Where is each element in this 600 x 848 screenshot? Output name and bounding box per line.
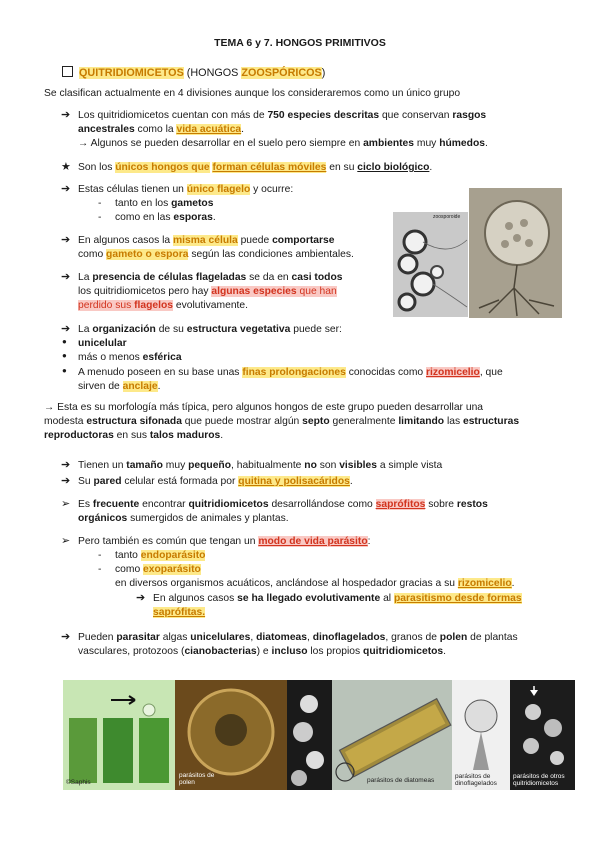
chytrid-label: parásitos de otros quitridiomicetos — [513, 773, 565, 787]
arrow-icon: ➔ — [61, 109, 71, 121]
intro-text: Se clasifican actualmente en 4 divisiones aunque los consideraremos como un único grupo — [44, 88, 461, 99]
p7-line: Tienen un tamaño muy pequeño, habitualmente no son visibles a simple vista — [78, 460, 443, 471]
zoospore-micrograph — [393, 212, 468, 317]
arrow-icon: ➔ — [61, 271, 71, 283]
p10-line6: saprófitas. — [153, 607, 206, 618]
p10-dash1: - — [98, 550, 102, 561]
bullet-icon: ● — [62, 366, 67, 375]
section-zoosporicos: ZOOSPÓRICOS — [241, 67, 322, 79]
arrow-icon: ➔ — [136, 592, 146, 604]
arrow-icon: ➔ — [61, 234, 71, 246]
b3-line2: sirven de anclaje. — [78, 381, 161, 392]
page-title: TEMA 6 y 7. HONGOS PRIMITIVOS — [214, 37, 386, 49]
sporangium-micrograph — [469, 188, 562, 318]
bullet-icon: ● — [62, 351, 67, 360]
p5-line1: La presencia de células flageladas se da en casi todos — [78, 272, 343, 283]
p11-line2: vasculares, protozoos (cianobacterias) e incluso los propios quitridiomicetos. — [78, 646, 447, 657]
credit-label: ©Saphis — [66, 779, 91, 786]
triangle-arrow-icon: ➢ — [61, 535, 71, 547]
p10-line5: En algunos casos se ha llegado evolutivamente al parasitismo desde formas — [153, 593, 522, 604]
micrograph-strip — [63, 680, 575, 790]
zoospore-illustration — [393, 212, 468, 317]
p1-line3: → Algunos se pueden desarrollar en el suelo pero siempre en ambientes muy húmedos. — [78, 138, 488, 149]
triangle-arrow-icon: ➢ — [61, 498, 71, 510]
p2-line: Son los únicos hongos que forman células móviles en su ciclo biológico. — [78, 162, 433, 173]
p10-line4: en diversos organismos acuáticos, anclándose al hospedador gracias a su rizomicelio. — [115, 578, 515, 589]
p3-line2-text: tanto en los gametos — [115, 198, 214, 209]
b3-line1: A menudo poseen en su base unas finas prolongaciones conocidas como rizomicelio, que — [78, 367, 503, 378]
p10-line1: Pero también es común que tengan un modo de vida parásito: — [78, 536, 371, 547]
arrow-icon: ➔ — [61, 631, 71, 643]
morph-line2: modesta estructura sifonada que puede mostrar algún septo generalmente limitando las estructuras — [44, 416, 520, 427]
p3-line2: - — [98, 198, 102, 209]
p3-line3: - — [98, 212, 102, 223]
p9-line2: orgánicos sumergidos de animales y plantas. — [78, 513, 289, 524]
p5-line3: perdido sus flagelos evolutivamente. — [78, 300, 249, 311]
pollen-label: parásitos de polen — [179, 772, 215, 786]
p1-line1: Los quitridiomicetos cuentan con más de 750 especies descritas que conservan rasgos — [78, 110, 487, 121]
p4-line1: En algunos casos la misma célula puede comportarse — [78, 235, 335, 246]
bullet-icon: ● — [62, 337, 67, 346]
p8-line: Su pared celular está formada por quitina y polisacáridos. — [78, 476, 353, 487]
p11-line1: Pueden parasitar algas unicelulares, diatomeas, dinoflagelados, granos de polen de plantas — [78, 632, 518, 643]
p10-line3: como exoparásito — [115, 564, 201, 575]
morph-line3: reproductoras en sus talos maduros. — [44, 430, 224, 441]
p6-line: La organización de su estructura vegetativa puede ser: — [78, 324, 342, 335]
b2-line: más o menos esférica — [78, 352, 182, 363]
p3-line3-text: como en las esporas. — [115, 212, 216, 223]
p1-line2: ancestrales como la vida acuática. — [78, 124, 245, 135]
p4-line2: como gameto o espora según las condiciones ambientales. — [78, 249, 354, 260]
b1-line: unicelular — [78, 338, 127, 349]
section-name: QUITRIDIOMICETOS — [79, 67, 184, 79]
p5-line2: los quitridiomicetos pero hay algunas especies que han — [78, 286, 337, 297]
star-icon: ★ — [61, 161, 71, 173]
p9-line1: Es frecuente encontrar quitridiomicetos desarrollándose como saprófitos sobre restos — [78, 499, 488, 510]
diatom-label: parásitos de diatomeas — [367, 777, 435, 784]
p3-line1: Estas células tienen un único flagelo y ocurre: — [78, 184, 294, 195]
arrow-icon: ➔ — [61, 459, 71, 471]
p10-line2: tanto endoparásito — [115, 550, 206, 561]
dinoflagellate-label: parásitos de dinoflagelados — [455, 773, 497, 787]
zoospore-label: zoosporoide — [433, 214, 461, 220]
arrow-icon: ➔ — [61, 183, 71, 195]
p10-dash2: - — [98, 564, 102, 575]
section-heading — [62, 66, 325, 80]
morph-line1: → Esta es su morfología más típica, pero algunos hongos de este grupo pueden desarrollar una — [44, 402, 484, 413]
section-paren-a: (HONGOS — [186, 67, 242, 79]
checkbox-icon[interactable] — [62, 66, 73, 77]
section-paren-c: ) — [321, 67, 326, 79]
arrow-icon: ➔ — [61, 323, 71, 335]
arrow-icon: ➔ — [61, 475, 71, 487]
sporangium-illustration — [469, 188, 562, 318]
